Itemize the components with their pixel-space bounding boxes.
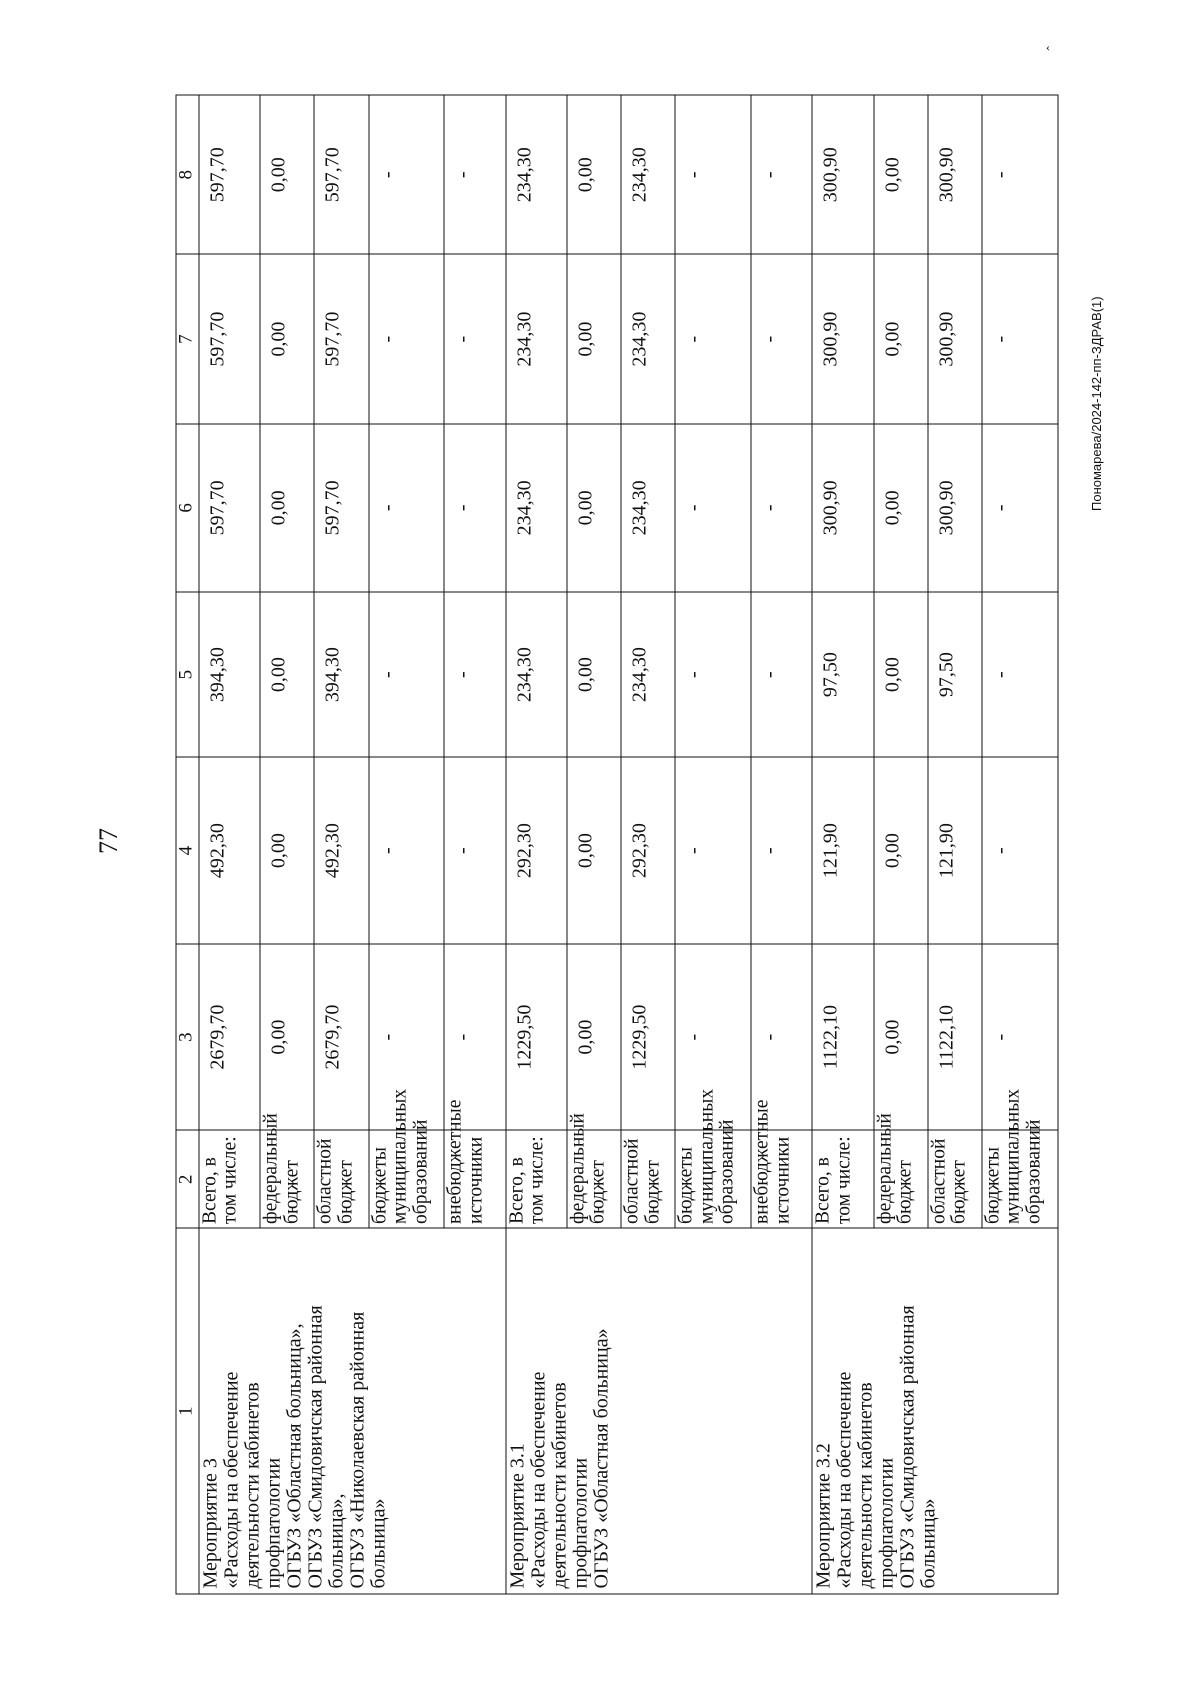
funding-source: Всего, в том числе: [812,1130,873,1228]
value-cell [369,95,445,255]
value-cell [982,757,1058,943]
funding-source: Всего, в том числе: [506,1130,567,1228]
value-text: 300,90 [819,147,842,203]
value-cell [199,255,260,424]
value-cell [982,592,1058,758]
value-cell [675,424,751,592]
value-text: 0,00 [267,490,290,526]
value-cell [314,944,368,1130]
value-text: 0,00 [267,833,290,869]
value-cell [812,944,873,1130]
measure-description-line: ОГБУЗ «Николаевская районная [346,1311,369,1589]
measure-description-line: ОГБУЗ «Областная больница», [283,1323,306,1589]
value-text: - [989,335,1012,343]
budget-table [176,95,1059,1595]
value-cell [199,95,260,255]
funding-source: федеральный бюджет [567,1130,621,1228]
value-text: 300,90 [935,311,958,367]
value-text: 0,00 [881,657,904,693]
value-cell [675,95,751,255]
value-cell [314,95,368,255]
funding-source: бюджеты муниципальных образований [369,1130,445,1228]
value-cell [982,95,1058,255]
value-cell [260,95,314,255]
value-text: - [989,504,1012,512]
measure-description-line: больница», [325,1493,348,1589]
value-cell [928,424,982,592]
value-text: 597,70 [206,480,229,536]
value-text: - [989,171,1012,179]
value-cell [621,424,675,592]
value-cell [621,592,675,758]
value-cell [812,95,873,255]
value-text: - [451,847,474,854]
measure-description-line: ОГБУЗ «Областная больница» [590,1328,613,1589]
value-cell [982,424,1058,592]
value-text: 234,30 [628,480,651,536]
page-number: 77 [94,828,123,854]
funding-source: внебюджетные источники [751,1130,812,1228]
value-text: 2679,70 [321,1004,344,1070]
value-text: 597,70 [321,147,344,203]
value-text: 1229,50 [513,1004,536,1070]
value-cell [874,944,928,1130]
funding-source: федеральный бюджет [260,1130,314,1228]
value-cell [928,592,982,758]
value-cell [506,592,567,758]
value-cell [874,95,928,255]
funding-source: федеральный бюджет [874,1130,928,1228]
value-text: - [758,671,781,678]
funding-source: внебюджетные источники [444,1130,505,1228]
value-text: 492,30 [206,823,229,879]
value-text: 234,30 [628,311,651,367]
measure-description-line: «Расходы на обеспечение [527,1371,550,1589]
value-cell [812,424,873,592]
value-text: 2679,70 [206,1004,229,1070]
header-cell: 6 [176,424,199,592]
value-text: - [682,671,705,678]
value-text: 300,90 [819,311,842,367]
value-text: 1122,10 [935,1004,958,1070]
value-text: 597,70 [321,311,344,367]
value-text: 0,00 [881,157,904,193]
value-cell [567,757,621,943]
table-row [199,95,260,1594]
measure-description-line: больница» [367,1498,390,1589]
measure-description-line: Мероприятие 3 [199,1458,222,1589]
value-text: - [758,1033,781,1041]
value-cell [314,757,368,943]
value-text: 0,00 [267,321,290,357]
measure-description-line: Мероприятие 3.2 [812,1443,835,1589]
funding-source: Всего, в том числе: [199,1130,260,1228]
measure-description-line: деятельности кабинетов [241,1382,264,1589]
value-cell [444,757,505,943]
header-cell: 1 [176,1228,199,1594]
value-text: - [376,1033,399,1041]
table-row [506,95,567,1594]
value-cell [444,424,505,592]
measure-description-line: профпатологии [875,1457,898,1589]
value-text: 0,00 [574,1019,597,1055]
value-cell [567,424,621,592]
value-cell [928,757,982,943]
value-text: 0,00 [574,157,597,193]
value-cell [567,95,621,255]
value-cell [874,592,928,758]
value-cell [928,95,982,255]
value-cell [199,424,260,592]
value-text: 97,50 [819,652,842,698]
value-text: 0,00 [574,321,597,357]
document-reference: Пономарева/2024-142-пп-ЗДРАВ(1) [1089,296,1104,511]
value-cell [199,757,260,943]
measure-description-line: деятельности кабинетов [854,1382,877,1589]
value-text: 292,30 [513,823,536,879]
value-cell [260,944,314,1130]
value-text: 1122,10 [819,1004,842,1070]
value-cell [506,757,567,943]
value-text: 0,00 [881,833,904,869]
value-text: - [682,1033,705,1041]
value-text: - [376,171,399,179]
header-cell: 7 [176,255,199,424]
value-cell [812,255,873,424]
funding-source: бюджеты муниципальных образований [982,1130,1058,1228]
value-text: 0,00 [267,657,290,693]
value-text: 234,30 [513,480,536,536]
header-cell: 4 [176,757,199,943]
funding-source: областной бюджет [314,1130,368,1228]
value-text: 234,30 [513,147,536,203]
measure-description-line: профпатологии [262,1457,285,1589]
value-text: 0,00 [574,490,597,526]
value-text: 0,00 [881,490,904,526]
value-text: 292,30 [628,823,651,879]
measure-description-line: больница» [917,1498,940,1589]
value-text: 234,30 [513,647,536,703]
value-cell [506,944,567,1130]
margin-mark: ‹ [1046,40,1050,54]
value-cell [751,95,812,255]
value-text: - [989,847,1012,854]
value-cell [675,255,751,424]
value-cell [260,424,314,592]
value-cell [260,255,314,424]
value-cell [199,944,260,1130]
value-cell [567,255,621,424]
value-text: 394,30 [321,647,344,703]
value-text: - [682,335,705,343]
measure-description-line: деятельности кабинетов [548,1382,571,1589]
value-text: 0,00 [881,1019,904,1055]
measure-description-line: «Расходы на обеспечение [220,1371,243,1589]
value-text: 597,70 [321,480,344,536]
measure-description [812,1228,1058,1594]
value-text: 300,90 [819,480,842,536]
value-text: - [682,504,705,512]
value-text: - [989,671,1012,678]
value-cell [567,944,621,1130]
value-text: 492,30 [321,823,344,879]
header-cell: 2 [176,1130,199,1228]
value-text: - [682,171,705,179]
value-text: 300,90 [935,147,958,203]
value-text: 121,90 [935,823,958,879]
value-cell [444,592,505,758]
value-text: - [376,335,399,343]
value-cell [751,757,812,943]
value-text: - [758,335,781,343]
funding-source: областной бюджет [928,1130,982,1228]
value-text: 597,70 [206,147,229,203]
value-cell [751,424,812,592]
value-text: 300,90 [935,480,958,536]
value-cell [812,757,873,943]
header-cell: 8 [176,95,199,255]
table-row [812,95,873,1594]
value-cell [369,255,445,424]
value-text: - [376,847,399,854]
value-cell [199,592,260,758]
value-text: 1229,50 [628,1004,651,1070]
measure-description-line: «Расходы на обеспечение [833,1371,856,1589]
value-cell [369,424,445,592]
value-cell [874,255,928,424]
value-text: 0,00 [574,833,597,869]
value-cell [874,424,928,592]
value-text: - [682,847,705,854]
value-text: - [376,671,399,678]
header-row [176,95,199,1594]
value-cell [621,255,675,424]
value-cell [621,944,675,1130]
value-text: - [989,1033,1012,1041]
value-text: 0,00 [267,157,290,193]
value-text: - [758,504,781,512]
table-body [199,95,1058,1594]
value-text: - [451,671,474,678]
value-cell [260,757,314,943]
value-text: - [758,171,781,179]
value-cell [874,757,928,943]
value-text: - [451,171,474,179]
value-text: 597,70 [206,311,229,367]
value-cell [314,255,368,424]
value-cell [369,592,445,758]
funding-source: областной бюджет [621,1130,675,1228]
value-cell [675,592,751,758]
measure-description-line: Мероприятие 3.1 [506,1443,529,1589]
funding-source: бюджеты муниципальных образований [675,1130,751,1228]
value-text: 0,00 [267,1019,290,1055]
value-text: 234,30 [628,647,651,703]
value-cell [314,592,368,758]
value-cell [444,95,505,255]
value-cell [260,592,314,758]
value-text: 234,30 [513,311,536,367]
budget-table-rotated [176,95,1059,1595]
value-text: 121,90 [819,823,842,879]
value-cell [751,255,812,424]
measure-description [199,1228,506,1594]
value-cell [506,424,567,592]
measure-description [506,1228,813,1594]
value-text: - [376,504,399,512]
value-cell [751,592,812,758]
value-cell [812,592,873,758]
value-cell [982,255,1058,424]
value-cell [369,757,445,943]
value-text: - [758,847,781,854]
value-cell [928,944,982,1130]
value-cell [506,95,567,255]
value-text: 234,30 [628,147,651,203]
value-text: - [451,504,474,512]
value-cell [675,757,751,943]
value-text: 394,30 [206,647,229,703]
value-cell [506,255,567,424]
value-cell [314,424,368,592]
measure-description-line: ОГБУЗ «Смидовичская районная [304,1305,327,1589]
value-text: - [451,335,474,343]
value-cell [621,95,675,255]
value-text: 0,00 [881,321,904,357]
value-cell [621,757,675,943]
value-text: 0,00 [574,657,597,693]
header-cell: 3 [176,944,199,1130]
value-text: - [451,1033,474,1041]
measure-description-line: ОГБУЗ «Смидовичская районная [896,1305,919,1589]
value-text: 97,50 [935,652,958,698]
value-cell [567,592,621,758]
value-cell [444,255,505,424]
measure-description-line: профпатологии [569,1457,592,1589]
header-cell: 5 [176,592,199,758]
value-cell [928,255,982,424]
